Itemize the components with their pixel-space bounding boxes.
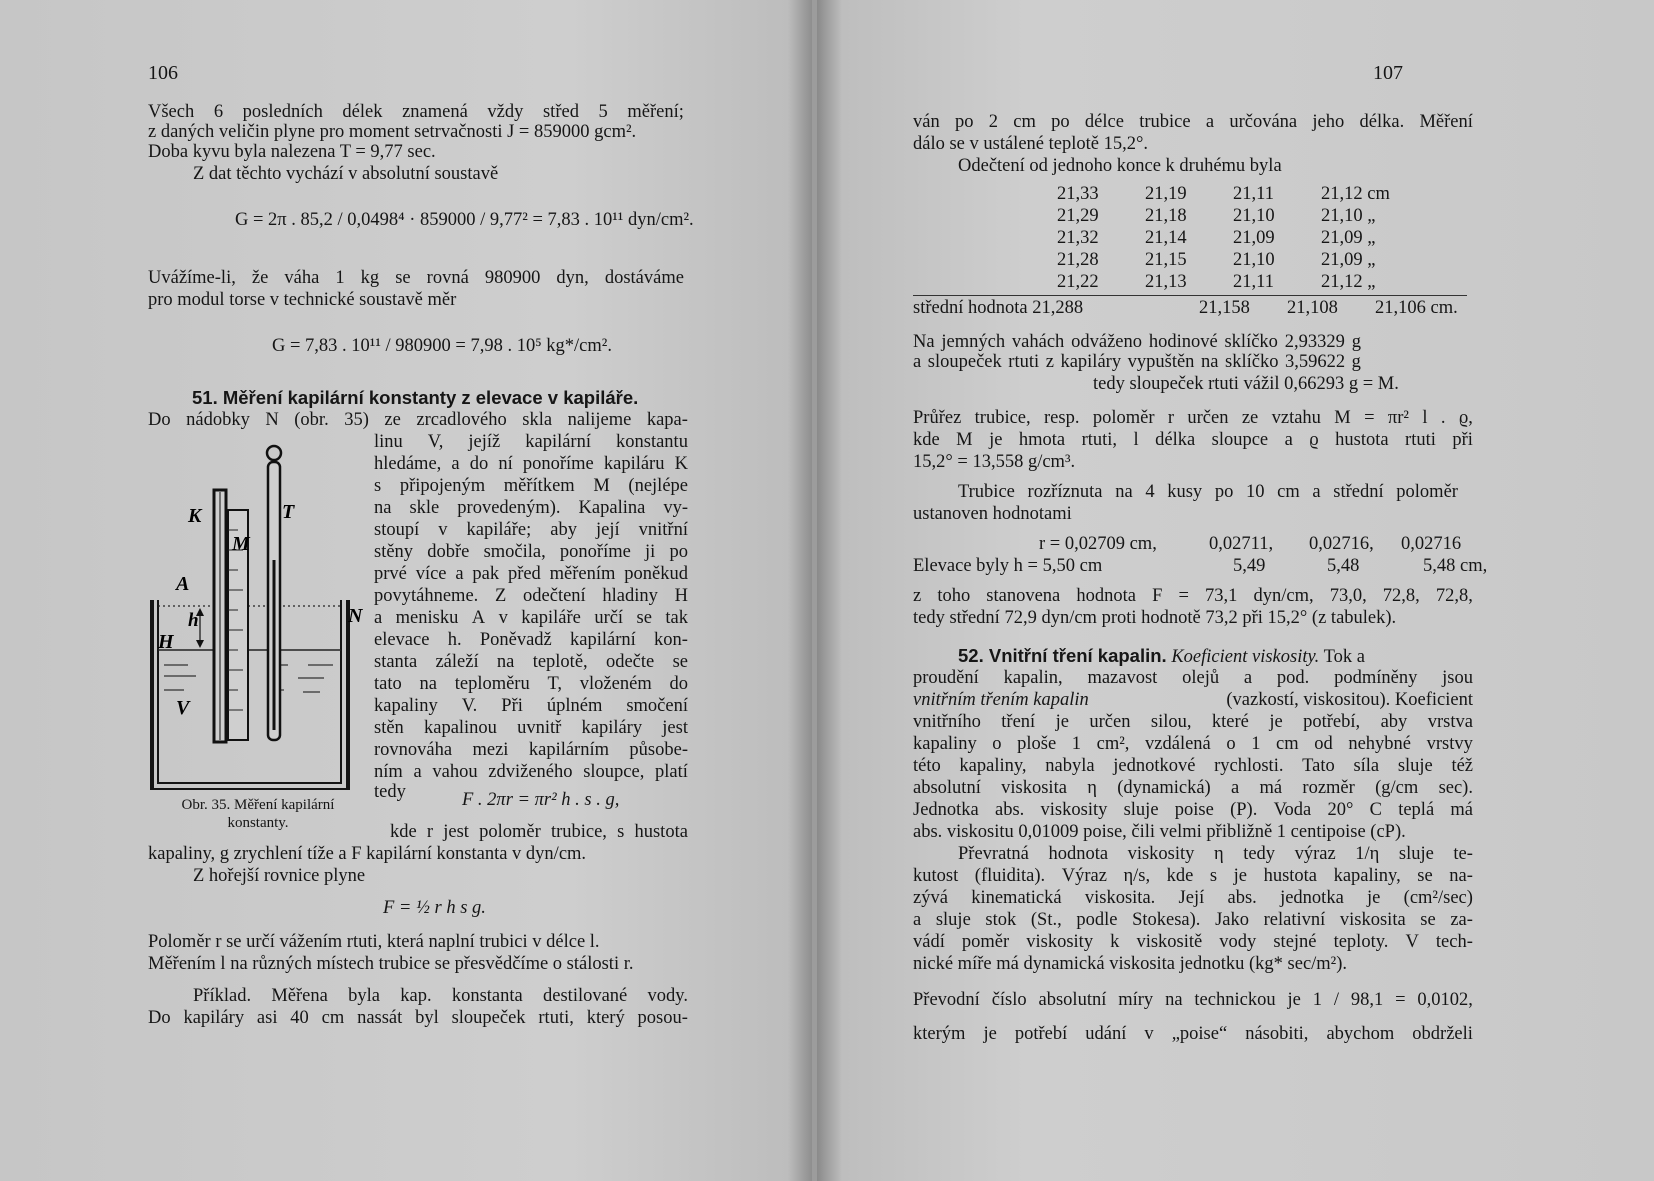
text-line: Měřením l na různých místech trubice se přesvědčíme o stálosti r. bbox=[148, 954, 634, 974]
text-line: vnitřního tření je určen silou, které je potřebí, aby vrstva bbox=[913, 712, 1473, 732]
text-line: dálo se v ustálené teplotě 15,2°. bbox=[913, 134, 1148, 154]
elevation-cell: 5,48 bbox=[1327, 556, 1360, 576]
table-cell: 21,10 bbox=[1233, 206, 1275, 226]
figure-35-capillary-apparatus bbox=[148, 440, 364, 790]
text-line: Z dat těchto vychází v absolutní soustavě bbox=[193, 164, 499, 184]
table-cell: 21,29 bbox=[1057, 206, 1099, 226]
figure-label-k: K bbox=[188, 505, 202, 527]
text-line: kutost (fluidita). Výraz η/s, kde s je hustota kapaliny, se na- bbox=[913, 866, 1473, 886]
text-line: povytáhneme. Z odečtení hladiny H bbox=[374, 586, 688, 606]
table-cell: 21,10 „ bbox=[1321, 206, 1376, 226]
text-line: Uvážíme-li, že váha 1 kg se rovná 980900 dyn, dostáváme bbox=[148, 268, 684, 288]
text-line: kapaliny o ploše 1 cm², vzdálená o 1 cm od nehybné vrstvy bbox=[913, 734, 1473, 754]
figure-label-m: M bbox=[232, 533, 250, 555]
text-line: Trubice rozříznuta na 4 kusy po 10 cm a střední poloměr bbox=[958, 482, 1458, 502]
text-line: Do nádobky N (obr. 35) ze zrcadlového skla nalijeme kapa- bbox=[148, 410, 688, 430]
formula-torsion-absolute: G = 2π . 85,2 / 0,0498⁴ · 859000 / 9,77² = 7,83 . 10¹¹ dyn/cm². bbox=[235, 210, 694, 230]
text-line: zývá kinematická viskosita. Její abs. jednotka je (cm²/sec) bbox=[913, 888, 1473, 908]
text-line: tato na teploměru T, vloženém do bbox=[374, 674, 688, 694]
heading-subtitle: Koeficient viskosity. bbox=[1171, 647, 1320, 667]
table-cell: 21,14 bbox=[1145, 228, 1187, 248]
text-line: s připojeným měřítkem M (nejlépe bbox=[374, 476, 688, 496]
text-line: ustanoven hodnotami bbox=[913, 504, 1072, 524]
text-line: abs. viskositu 0,01009 poise, čili velmi přibližně 1 centipoise (cP). bbox=[913, 822, 1406, 842]
formula-capillary-balance: F . 2πr = πr² h . s . g, bbox=[462, 790, 620, 810]
text-line: kde M je hmota rtuti, l délka sloupce a ϱ hustota rtuti při bbox=[913, 430, 1473, 450]
caption-line: konstanty. bbox=[227, 815, 289, 831]
text-fragment: vnitřním třením kapalin bbox=[913, 690, 1089, 710]
text-line: a sluje stok (St., podle Stokesa). Jako relativní viskosita se za- bbox=[913, 910, 1473, 930]
text-line: ván po 2 cm po délce trubice a určována jeho délka. Měření bbox=[913, 112, 1473, 132]
text-line: Všech 6 posledních délek znamená vždy střed 5 měření; bbox=[148, 102, 684, 122]
section-heading-52: 52. Vnitřní tření kapalin. bbox=[958, 645, 1167, 666]
text-line: tedy střední 72,9 dyn/cm proti hodnotě 73,2 při 15,2° (z tabulek). bbox=[913, 608, 1397, 628]
text-line: hledáme, a do ní ponoříme kapiláru K bbox=[374, 454, 688, 474]
text-line: Do kapiláry asi 40 cm nassát byl sloupeček rtuti, který posou- bbox=[148, 1008, 688, 1028]
table-cell: 21,22 bbox=[1057, 272, 1099, 292]
text-line: linu V, jejíž kapilární konstantu bbox=[374, 432, 688, 452]
formula-capillary-constant: F = ½ r h s g. bbox=[383, 898, 486, 918]
text-line: elevace h. Poněvadž kapilární kon- bbox=[374, 630, 688, 650]
text-line: této kapaliny, nabyla jednotkové rychlosti. Tato síla sluje též bbox=[913, 756, 1473, 776]
figure-caption bbox=[150, 796, 366, 832]
text-line: z daných veličin plyne pro moment setrvačnosti J = 859000 gcm². bbox=[148, 122, 637, 142]
figure-label-n: N bbox=[348, 605, 363, 627]
table-cell: 21,09 bbox=[1233, 228, 1275, 248]
table-row bbox=[1057, 184, 1390, 205]
text-line: Doba kyvu byla nalezena T = 9,77 sec. bbox=[148, 142, 436, 162]
text-line: Poloměr r se určí vážením rtuti, která naplní trubici v délce l. bbox=[148, 932, 600, 952]
text-line bbox=[913, 690, 1473, 710]
page-number-left: 106 bbox=[148, 62, 178, 84]
text-line: stanta záleží na teplotě, odečte se bbox=[374, 652, 688, 672]
radius-cell: r = 0,02709 cm, bbox=[1039, 534, 1157, 554]
mean-cell: 21,106 cm. bbox=[1375, 298, 1458, 318]
table-cell: 21,09 „ bbox=[1321, 250, 1376, 270]
table-cell: 21,09 „ bbox=[1321, 228, 1376, 248]
elevation-cell: Elevace byly h = 5,50 cm bbox=[913, 556, 1103, 576]
text-line: Převratná hodnota viskosity η tedy výraz 1/η sluje te- bbox=[958, 844, 1473, 864]
table-row bbox=[1057, 250, 1375, 271]
text-line: stoupí v kapiláře; aby její vnitřní bbox=[374, 520, 688, 540]
text-line: absolutní viskosita η (dynamická) a má rozměr (g/cm sec). bbox=[913, 778, 1473, 798]
table-row bbox=[1057, 272, 1375, 293]
text-line: nické míře má dynamická viskosita jednotku (kg* sec/m²). bbox=[913, 954, 1348, 974]
mean-row bbox=[913, 298, 1458, 319]
text-line: Na jemných vahách odváženo hodinové sklíčko 2,93329 g bbox=[913, 332, 1361, 352]
table-rule bbox=[913, 295, 1467, 296]
text-line: pro modul torse v technické soustavě měr bbox=[148, 290, 457, 310]
text-fragment: (vazkostí, viskositou). Koeficient bbox=[1226, 690, 1473, 710]
text-line: prvé více a pak před měřením poněkud bbox=[374, 564, 688, 584]
text-line: z toho stanovena hodnota F = 73,1 dyn/cm, 73,0, 72,8, 72,8, bbox=[913, 586, 1473, 606]
text-line: a menisku A v kapiláře určí se tak bbox=[374, 608, 688, 628]
elevation-row bbox=[913, 556, 1487, 577]
figure-label-v: V bbox=[176, 697, 190, 719]
table-row bbox=[1057, 228, 1375, 249]
text-line: tedy bbox=[374, 782, 406, 802]
text-line: proudění kapalin, mazavost olejů a pod. podmíněny jsou bbox=[913, 668, 1473, 688]
text-line: 15,2° = 13,558 g/cm³. bbox=[913, 452, 1076, 472]
text-line: Průřez trubice, resp. poloměr r určen ze vztahu M = πr² l . ϱ, bbox=[913, 408, 1473, 428]
text-line: stěny dobře smočila, ponoříme ji po bbox=[374, 542, 688, 562]
table-cell: 21,32 bbox=[1057, 228, 1099, 248]
section-heading-52-line bbox=[958, 646, 1365, 667]
table-cell: 21,33 bbox=[1057, 184, 1099, 204]
left-page bbox=[0, 0, 812, 1181]
table-row bbox=[1057, 206, 1375, 227]
table-cell: 21,15 bbox=[1145, 250, 1187, 270]
table-cell: 21,28 bbox=[1057, 250, 1099, 270]
table-cell: 21,12 cm bbox=[1321, 184, 1390, 204]
text-fragment: Tok a bbox=[1323, 647, 1365, 667]
table-cell: 21,13 bbox=[1145, 272, 1187, 292]
text-line: kapaliny V. Při úplném smočení bbox=[374, 696, 688, 716]
mean-cell: střední hodnota 21,288 bbox=[913, 298, 1084, 318]
figure-label-h-elevation: h bbox=[188, 610, 199, 631]
mean-cell: 21,108 bbox=[1287, 298, 1338, 318]
table-cell: 21,18 bbox=[1145, 206, 1187, 226]
formula-torsion-technical: G = 7,83 . 10¹¹ / 980900 = 7,98 . 10⁵ kg*/cm². bbox=[272, 336, 612, 356]
table-cell: 21,10 bbox=[1233, 250, 1275, 270]
right-page bbox=[817, 0, 1654, 1181]
text-line: stěn kapalinou uvnitř kapiláry jest bbox=[374, 718, 688, 738]
mean-cell: 21,158 bbox=[1199, 298, 1250, 318]
text-line: rovnováha mezi kapilárním působe- bbox=[374, 740, 688, 760]
text-line: Jednotka abs. viskosity sluje poise (P). Voda 20° C teplá má bbox=[913, 800, 1473, 820]
text-line: kapaliny, g zrychlení tíže a F kapilární konstanta v dyn/cm. bbox=[148, 844, 587, 864]
table-cell: 21,11 bbox=[1233, 272, 1274, 292]
text-line: Z hořejší rovnice plyne bbox=[193, 866, 366, 886]
radius-cell: 0,02716 bbox=[1401, 534, 1462, 554]
elevation-cell: 5,48 cm, bbox=[1423, 556, 1488, 576]
caption-line: Obr. 35. Měření kapilární bbox=[181, 797, 335, 813]
table-cell: 21,19 bbox=[1145, 184, 1187, 204]
figure-label-a: A bbox=[176, 573, 190, 595]
page-number-right: 107 bbox=[1373, 62, 1403, 84]
elevation-cell: 5,49 bbox=[1233, 556, 1266, 576]
text-line: Příklad. Měřena byla kap. konstanta destilované vody. bbox=[193, 986, 688, 1006]
figure-label-h-level: H bbox=[158, 631, 174, 653]
text-line: kterým je potřebí udání v „poise“ násobiti, abychom obdrželi bbox=[913, 1024, 1473, 1044]
text-line: vádí poměr viskosity k viskositě vody stejné teploty. V tech- bbox=[913, 932, 1473, 952]
text-line: Převodní číslo absolutní míry na technickou je 1 / 98,1 = 0,0102, bbox=[913, 990, 1473, 1010]
radius-row bbox=[1039, 534, 1461, 555]
radius-cell: 0,02716, bbox=[1309, 534, 1374, 554]
text-line: Odečtení od jednoho konce k druhému byla bbox=[958, 156, 1282, 176]
text-line: kde r jest poloměr trubice, s hustota bbox=[390, 822, 688, 842]
text-line: ním a vahou zdviženého sloupce, platí bbox=[374, 762, 688, 782]
text-line: tedy sloupeček rtuti vážil 0,66293 g = M. bbox=[1093, 374, 1399, 394]
figure-label-t: T bbox=[282, 501, 295, 523]
table-cell: 21,12 „ bbox=[1321, 272, 1376, 292]
table-cell: 21,11 bbox=[1233, 184, 1274, 204]
text-line: a sloupeček rtuti z kapiláry vypuštěn na sklíčko 3,59622 g bbox=[913, 352, 1361, 372]
radius-cell: 0,02711, bbox=[1209, 534, 1274, 554]
section-heading-51: 51. Měření kapilární konstanty z elevace v kapiláře. bbox=[192, 387, 639, 408]
text-line: na skle provedeným). Kapalina vy- bbox=[374, 498, 688, 518]
